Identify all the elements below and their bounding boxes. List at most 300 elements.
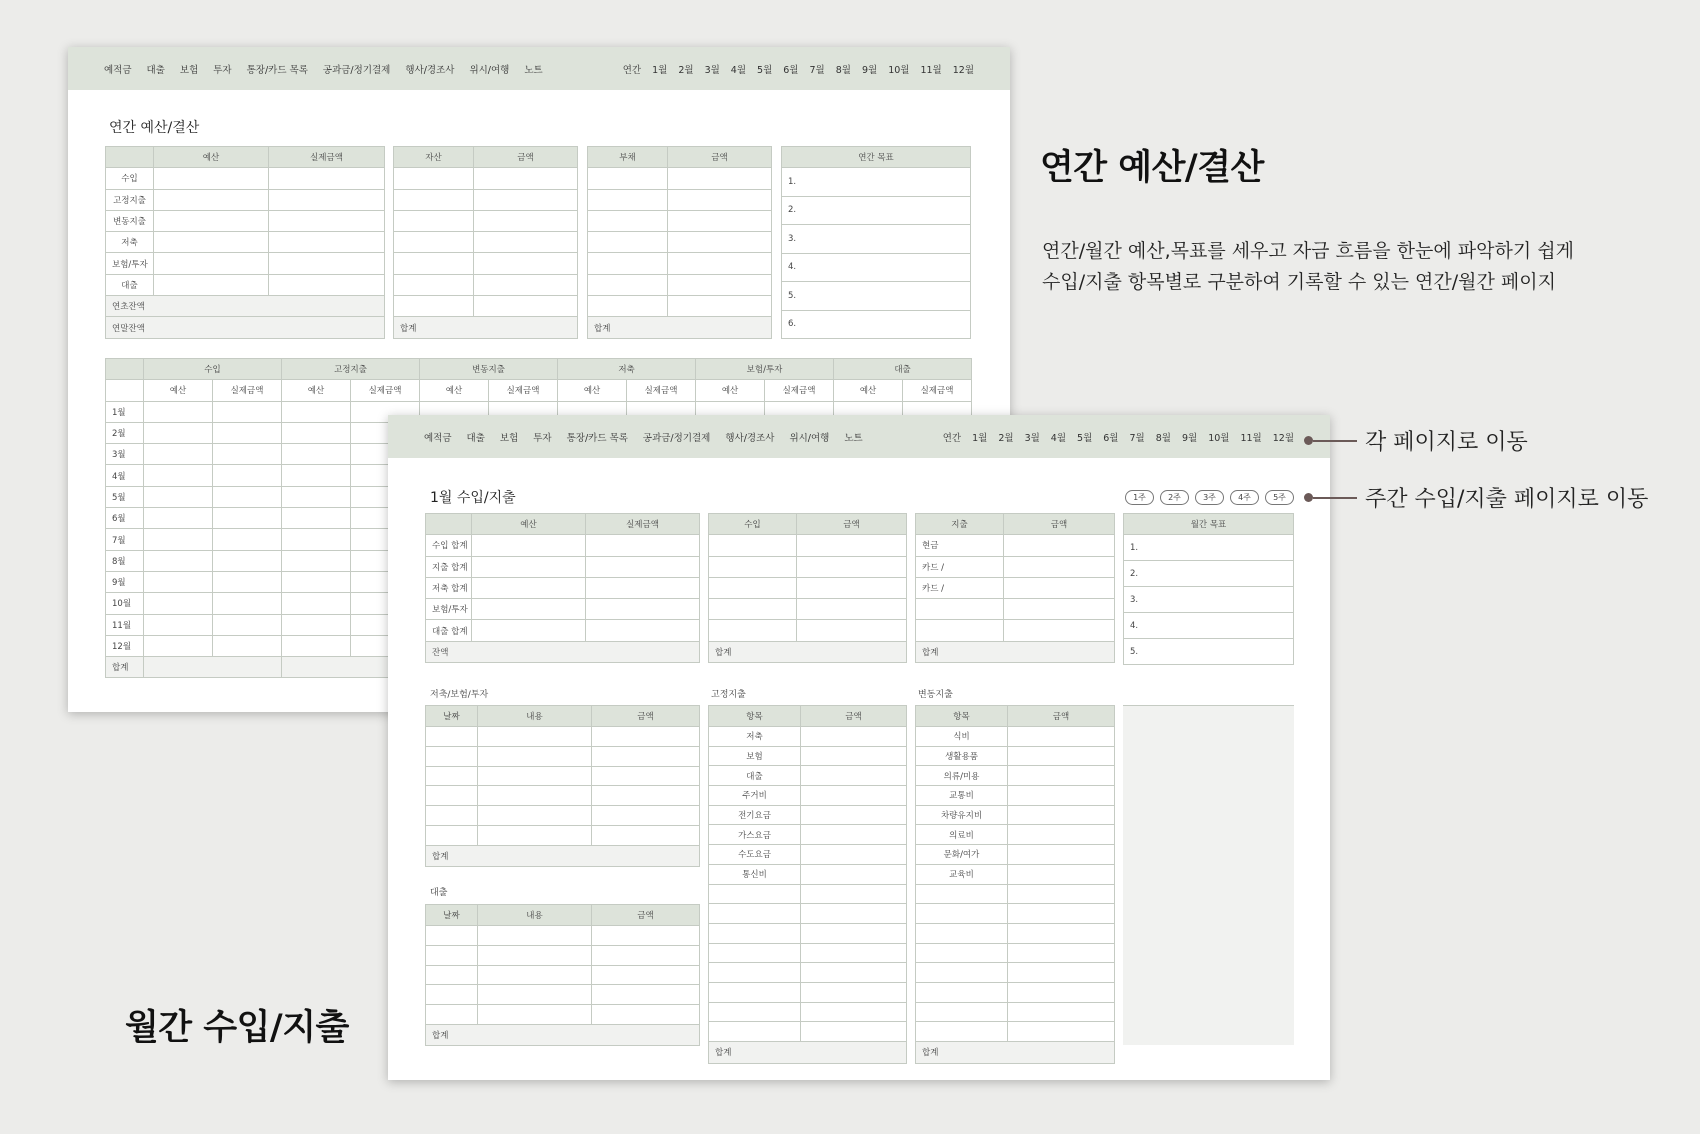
cell[interactable] [144,550,213,571]
actual-cell[interactable] [269,274,385,295]
cell[interactable] [709,577,797,598]
nav-item[interactable]: 6월 [783,64,799,76]
cell[interactable] [801,884,907,904]
cell[interactable] [801,825,907,845]
nav-item[interactable]: 5월 [757,64,773,76]
column-header: 내용 [478,905,592,926]
cell[interactable] [1004,556,1115,577]
goal-item[interactable]: 5. [1124,639,1294,665]
cell[interactable] [1008,786,1115,806]
nav-item[interactable]: 통장/카드 목록 [566,432,628,444]
cell[interactable] [426,945,478,965]
cell[interactable] [474,232,578,253]
cell[interactable] [213,508,282,529]
nav-months [943,415,1294,458]
nav-item[interactable]: 보험 [499,432,519,444]
nav-item[interactable]: 보험 [179,64,199,76]
cell[interactable] [394,232,474,253]
cell[interactable] [801,923,907,943]
column-header: 항목 [916,706,1008,727]
cell[interactable] [478,985,592,1005]
sub-header-budget: 예산 [558,380,627,401]
total-label[interactable]: 합계 [916,641,1115,662]
cell[interactable] [1008,825,1115,845]
cell[interactable] [1008,884,1115,904]
cell[interactable] [144,614,213,635]
cell[interactable] [1008,943,1115,963]
cell[interactable] [916,884,1008,904]
cell[interactable] [1008,746,1115,766]
variable-expense-table [915,705,1115,1064]
group-header: 수입 [144,359,282,380]
nav-item[interactable]: 5월 [1077,432,1093,444]
nav-item[interactable]: 1월 [972,432,988,444]
nav-item[interactable]: 3월 [1024,432,1040,444]
cell[interactable] [709,982,801,1002]
cell[interactable] [213,571,282,592]
cell[interactable] [801,982,907,1002]
row-label: 저축 [106,232,154,253]
nav-item[interactable]: 통장/카드 목록 [246,64,308,76]
nav-item[interactable]: 연간 [622,64,642,76]
cell[interactable] [1008,963,1115,983]
cell[interactable] [426,806,478,826]
cell[interactable] [144,401,213,422]
cell[interactable] [709,963,801,983]
cell[interactable] [916,1002,1008,1022]
cell[interactable] [426,766,478,786]
nav-item[interactable]: 예적금 [424,432,452,444]
nav-item[interactable]: 연간 [942,432,962,444]
total-label[interactable]: 합계 [916,1042,1115,1064]
cell[interactable] [1008,904,1115,924]
sub-header-budget: 예산 [420,380,489,401]
nav-item[interactable]: 12월 [952,64,974,76]
cell[interactable] [472,620,586,641]
cell[interactable] [478,727,592,747]
cell[interactable] [144,635,213,656]
sub-header-actual: 실제금액 [903,380,972,401]
table-row [426,766,700,786]
cell[interactable] [797,599,907,620]
nav-item[interactable]: 10월 [1208,432,1230,444]
cell[interactable] [394,168,474,189]
cell[interactable] [474,253,578,274]
cell[interactable] [478,786,592,806]
cell[interactable] [586,535,700,556]
opening-balance[interactable]: 연초잔액 [106,296,385,317]
cell[interactable] [797,535,907,556]
cell[interactable] [478,806,592,826]
cell[interactable] [213,486,282,507]
cell[interactable] [478,945,592,965]
sub-header-actual: 실제금액 [627,380,696,401]
cell[interactable] [797,577,907,598]
cell[interactable] [282,508,351,529]
cell[interactable] [592,727,700,747]
table-row [916,982,1115,1002]
cell[interactable] [592,786,700,806]
month-label: 12월 [106,635,144,656]
total-label[interactable]: 합계 [709,641,907,662]
nav-item[interactable]: 12월 [1272,432,1294,444]
cell[interactable] [144,486,213,507]
cell[interactable] [592,746,700,766]
total-cell[interactable] [144,657,282,678]
cell[interactable] [668,274,772,295]
cell[interactable] [801,786,907,806]
nav-item[interactable]: 위시/여행 [469,64,510,76]
cell[interactable] [282,465,351,486]
empty-cell [106,380,144,401]
cell[interactable] [282,422,351,443]
cell[interactable] [1004,620,1115,641]
table-row [426,985,700,1005]
cell[interactable] [709,556,797,577]
cell[interactable] [282,486,351,507]
goal-item[interactable]: 2. [1124,561,1294,587]
cell[interactable] [592,766,700,786]
cell[interactable] [394,296,474,317]
cell[interactable] [144,508,213,529]
group-header: 변동지출 [420,359,558,380]
goal-item[interactable]: 3. [782,225,971,254]
cell[interactable] [1008,727,1115,747]
cell[interactable] [282,614,351,635]
cell[interactable] [282,444,351,465]
cell[interactable] [588,168,668,189]
cell[interactable] [478,746,592,766]
cell[interactable] [282,529,351,550]
goal-item[interactable]: 1. [782,168,971,197]
cell[interactable] [801,963,907,983]
cell[interactable] [394,253,474,274]
goal-item[interactable]: 4. [1124,613,1294,639]
nav-item[interactable]: 7월 [809,64,825,76]
cell[interactable] [801,864,907,884]
cell[interactable] [478,926,592,946]
nav-item[interactable]: 2월 [998,432,1014,444]
cell[interactable] [213,401,282,422]
nav-item[interactable]: 11월 [1240,432,1262,444]
cell[interactable] [592,926,700,946]
cell[interactable] [709,535,797,556]
cell[interactable] [426,985,478,1005]
nav-item[interactable]: 노트 [524,64,543,76]
nav-item[interactable]: 10월 [888,64,910,76]
header-budget: 예산 [154,147,269,168]
cell[interactable] [588,189,668,210]
nav-item[interactable]: 11월 [920,64,942,76]
nav-item[interactable]: 행사/경조사 [405,64,455,76]
cell[interactable] [144,571,213,592]
debt-table [587,146,772,339]
cell[interactable] [592,1005,700,1025]
cell[interactable] [586,599,700,620]
cell[interactable] [916,1022,1008,1042]
cell[interactable] [144,444,213,465]
header-income: 수입 [709,514,797,535]
cell[interactable] [213,550,282,571]
cell[interactable] [709,1002,801,1022]
cell[interactable] [592,985,700,1005]
week-4-button[interactable]: 4주 [1230,490,1259,505]
column-header: 항목 [709,706,801,727]
cell[interactable] [668,168,772,189]
cell[interactable] [213,422,282,443]
cell[interactable] [1004,535,1115,556]
total-label[interactable]: 합계 [426,845,700,867]
cell[interactable] [474,189,578,210]
cell[interactable] [213,614,282,635]
row-label: 현금 [916,535,1004,556]
cell[interactable] [592,965,700,985]
cell[interactable] [592,806,700,826]
sub-header-actual: 실제금액 [765,380,834,401]
cell[interactable] [426,1005,478,1025]
column-header: 내용 [478,706,592,727]
cell[interactable] [426,825,478,845]
cell[interactable] [709,1022,801,1042]
cell[interactable] [472,599,586,620]
nav-item[interactable]: 9월 [861,64,878,76]
actual-cell[interactable] [269,232,385,253]
fixed-expense-table [708,705,907,1064]
item-label: 문화/여가 [916,845,1008,865]
row-label: 수입 [106,168,154,189]
cell[interactable] [586,556,700,577]
cell[interactable] [1008,1002,1115,1022]
cell[interactable] [394,210,474,231]
cell[interactable] [394,189,474,210]
nav-item[interactable]: 노트 [844,432,863,444]
nav-item[interactable]: 3월 [704,64,720,76]
cell[interactable] [472,535,586,556]
nav-item[interactable]: 공과금/정기결제 [642,432,711,444]
cell[interactable] [478,825,592,845]
annual-caption-title: 연간 예산/결산 [1040,148,1264,188]
cell[interactable] [282,593,351,614]
cell[interactable] [586,577,700,598]
cell[interactable] [588,210,668,231]
nav-item[interactable]: 위시/여행 [789,432,830,444]
cell[interactable] [916,923,1008,943]
nav-item[interactable]: 행사/경조사 [725,432,775,444]
cell[interactable] [1004,577,1115,598]
nav-item[interactable]: 4월 [730,64,747,76]
cell[interactable] [144,529,213,550]
cell[interactable] [282,571,351,592]
item-label: 가스요금 [709,825,801,845]
cell[interactable] [592,945,700,965]
cell[interactable] [916,599,1004,620]
table-row [916,845,1115,865]
budget-cell[interactable] [154,232,269,253]
goal-item[interactable]: 1. [1124,535,1294,561]
cell[interactable] [1008,1022,1115,1042]
cell[interactable] [1008,864,1115,884]
total-label[interactable]: 합계 [426,1024,700,1046]
sub-header-actual: 실제금액 [351,380,420,401]
cell[interactable] [588,232,668,253]
cell[interactable] [588,296,668,317]
nav-categories [424,415,863,458]
goal-item[interactable]: 3. [1124,587,1294,613]
cell[interactable] [144,593,213,614]
actual-cell[interactable] [269,189,385,210]
cell[interactable] [474,168,578,189]
cell[interactable] [709,599,797,620]
cell[interactable] [472,556,586,577]
nav-item[interactable]: 대출 [466,432,485,444]
week-2-button[interactable]: 2주 [1160,490,1189,505]
header-expense: 지출 [916,514,1004,535]
cell[interactable] [916,963,1008,983]
month-label: 9월 [106,571,144,592]
actual-cell[interactable] [269,253,385,274]
week-5-button[interactable]: 5주 [1265,490,1294,505]
cell[interactable] [668,210,772,231]
cell[interactable] [1008,845,1115,865]
nav-item[interactable]: 투자 [213,64,232,76]
cell[interactable] [592,825,700,845]
table-row [709,982,907,1002]
budget-cell[interactable] [154,274,269,295]
table-row [426,926,700,946]
memo-panel[interactable] [1123,705,1294,1045]
cell[interactable] [709,923,801,943]
cell[interactable] [709,620,797,641]
nav-item[interactable]: 4월 [1050,432,1067,444]
cell[interactable] [668,232,772,253]
cell[interactable] [426,926,478,946]
nav-item[interactable]: 투자 [533,432,552,444]
cell[interactable] [1008,982,1115,1002]
total-label[interactable]: 합계 [709,1042,907,1064]
cell[interactable] [394,274,474,295]
closing-balance[interactable]: 연말잔액 [106,317,385,338]
cell[interactable] [474,296,578,317]
cell[interactable] [213,465,282,486]
cell[interactable] [426,727,478,747]
cell[interactable] [474,210,578,231]
cell[interactable] [144,465,213,486]
cell[interactable] [472,577,586,598]
cell[interactable] [588,274,668,295]
cell[interactable] [588,253,668,274]
cell[interactable] [282,550,351,571]
cell[interactable] [801,805,907,825]
cell[interactable] [801,904,907,924]
cell[interactable] [426,746,478,766]
table-row [426,825,700,845]
nav-item[interactable]: 8월 [835,64,851,76]
balance-label[interactable]: 잔액 [426,641,700,662]
goal-item[interactable]: 2. [782,196,971,225]
week-1-button[interactable]: 1주 [1125,490,1154,505]
monthly-page [388,415,1330,1080]
cell[interactable] [916,620,1004,641]
cell[interactable] [213,529,282,550]
nav-item[interactable]: 공과금/정기결제 [322,64,391,76]
budget-cell[interactable] [154,253,269,274]
nav-item[interactable]: 7월 [1129,432,1145,444]
table-row [916,923,1115,943]
cell[interactable] [213,444,282,465]
cell[interactable] [426,786,478,806]
table-row [709,923,907,943]
cell[interactable] [801,943,907,963]
cell[interactable] [478,1005,592,1025]
month-label: 6월 [106,508,144,529]
cell[interactable] [1008,923,1115,943]
cell[interactable] [801,1002,907,1022]
nav-item[interactable]: 예적금 [104,64,132,76]
cell[interactable] [801,845,907,865]
cell[interactable] [801,766,907,786]
cell[interactable] [474,274,578,295]
budget-cell[interactable] [154,189,269,210]
nav-item[interactable]: 6월 [1103,432,1119,444]
sub-header-budget: 예산 [834,380,903,401]
cell[interactable] [478,965,592,985]
cell[interactable] [144,422,213,443]
nav-item[interactable]: 9월 [1181,432,1198,444]
nav-item[interactable]: 2월 [678,64,694,76]
nav-item[interactable]: 8월 [1155,432,1171,444]
cell[interactable] [1008,766,1115,786]
actual-cell[interactable] [269,168,385,189]
goal-item[interactable]: 6. [782,310,971,339]
total-label[interactable]: 합계 [394,317,578,338]
cell[interactable] [916,943,1008,963]
cell[interactable] [709,943,801,963]
cell[interactable] [668,296,772,317]
cell[interactable] [426,965,478,985]
cell[interactable] [916,904,1008,924]
cell[interactable] [709,884,801,904]
cell[interactable] [797,556,907,577]
cell[interactable] [1008,805,1115,825]
budget-cell[interactable] [154,210,269,231]
cell[interactable] [801,1022,907,1042]
goal-item[interactable]: 4. [782,253,971,282]
cell[interactable] [801,727,907,747]
budget-cell[interactable] [154,168,269,189]
description-line-1: 연간/월간 예산,목표를 세우고 자금 흐름을 한눈에 파악하기 쉽게 [1042,240,1574,262]
cell[interactable] [478,766,592,786]
cell[interactable] [668,253,772,274]
cell[interactable] [797,620,907,641]
goal-item[interactable]: 5. [782,282,971,311]
total-label[interactable]: 합계 [588,317,772,338]
cell[interactable] [668,189,772,210]
nav-item[interactable]: 1월 [652,64,668,76]
nav-item[interactable]: 대출 [146,64,165,76]
cell[interactable] [1004,599,1115,620]
cell[interactable] [282,635,351,656]
cell[interactable] [282,401,351,422]
cell[interactable] [213,635,282,656]
cell[interactable] [586,620,700,641]
week-3-button[interactable]: 3주 [1195,490,1224,505]
cell[interactable] [213,593,282,614]
cell[interactable] [709,904,801,924]
actual-cell[interactable] [269,210,385,231]
cell[interactable] [916,982,1008,1002]
cell[interactable] [801,746,907,766]
savings-table [425,705,700,867]
